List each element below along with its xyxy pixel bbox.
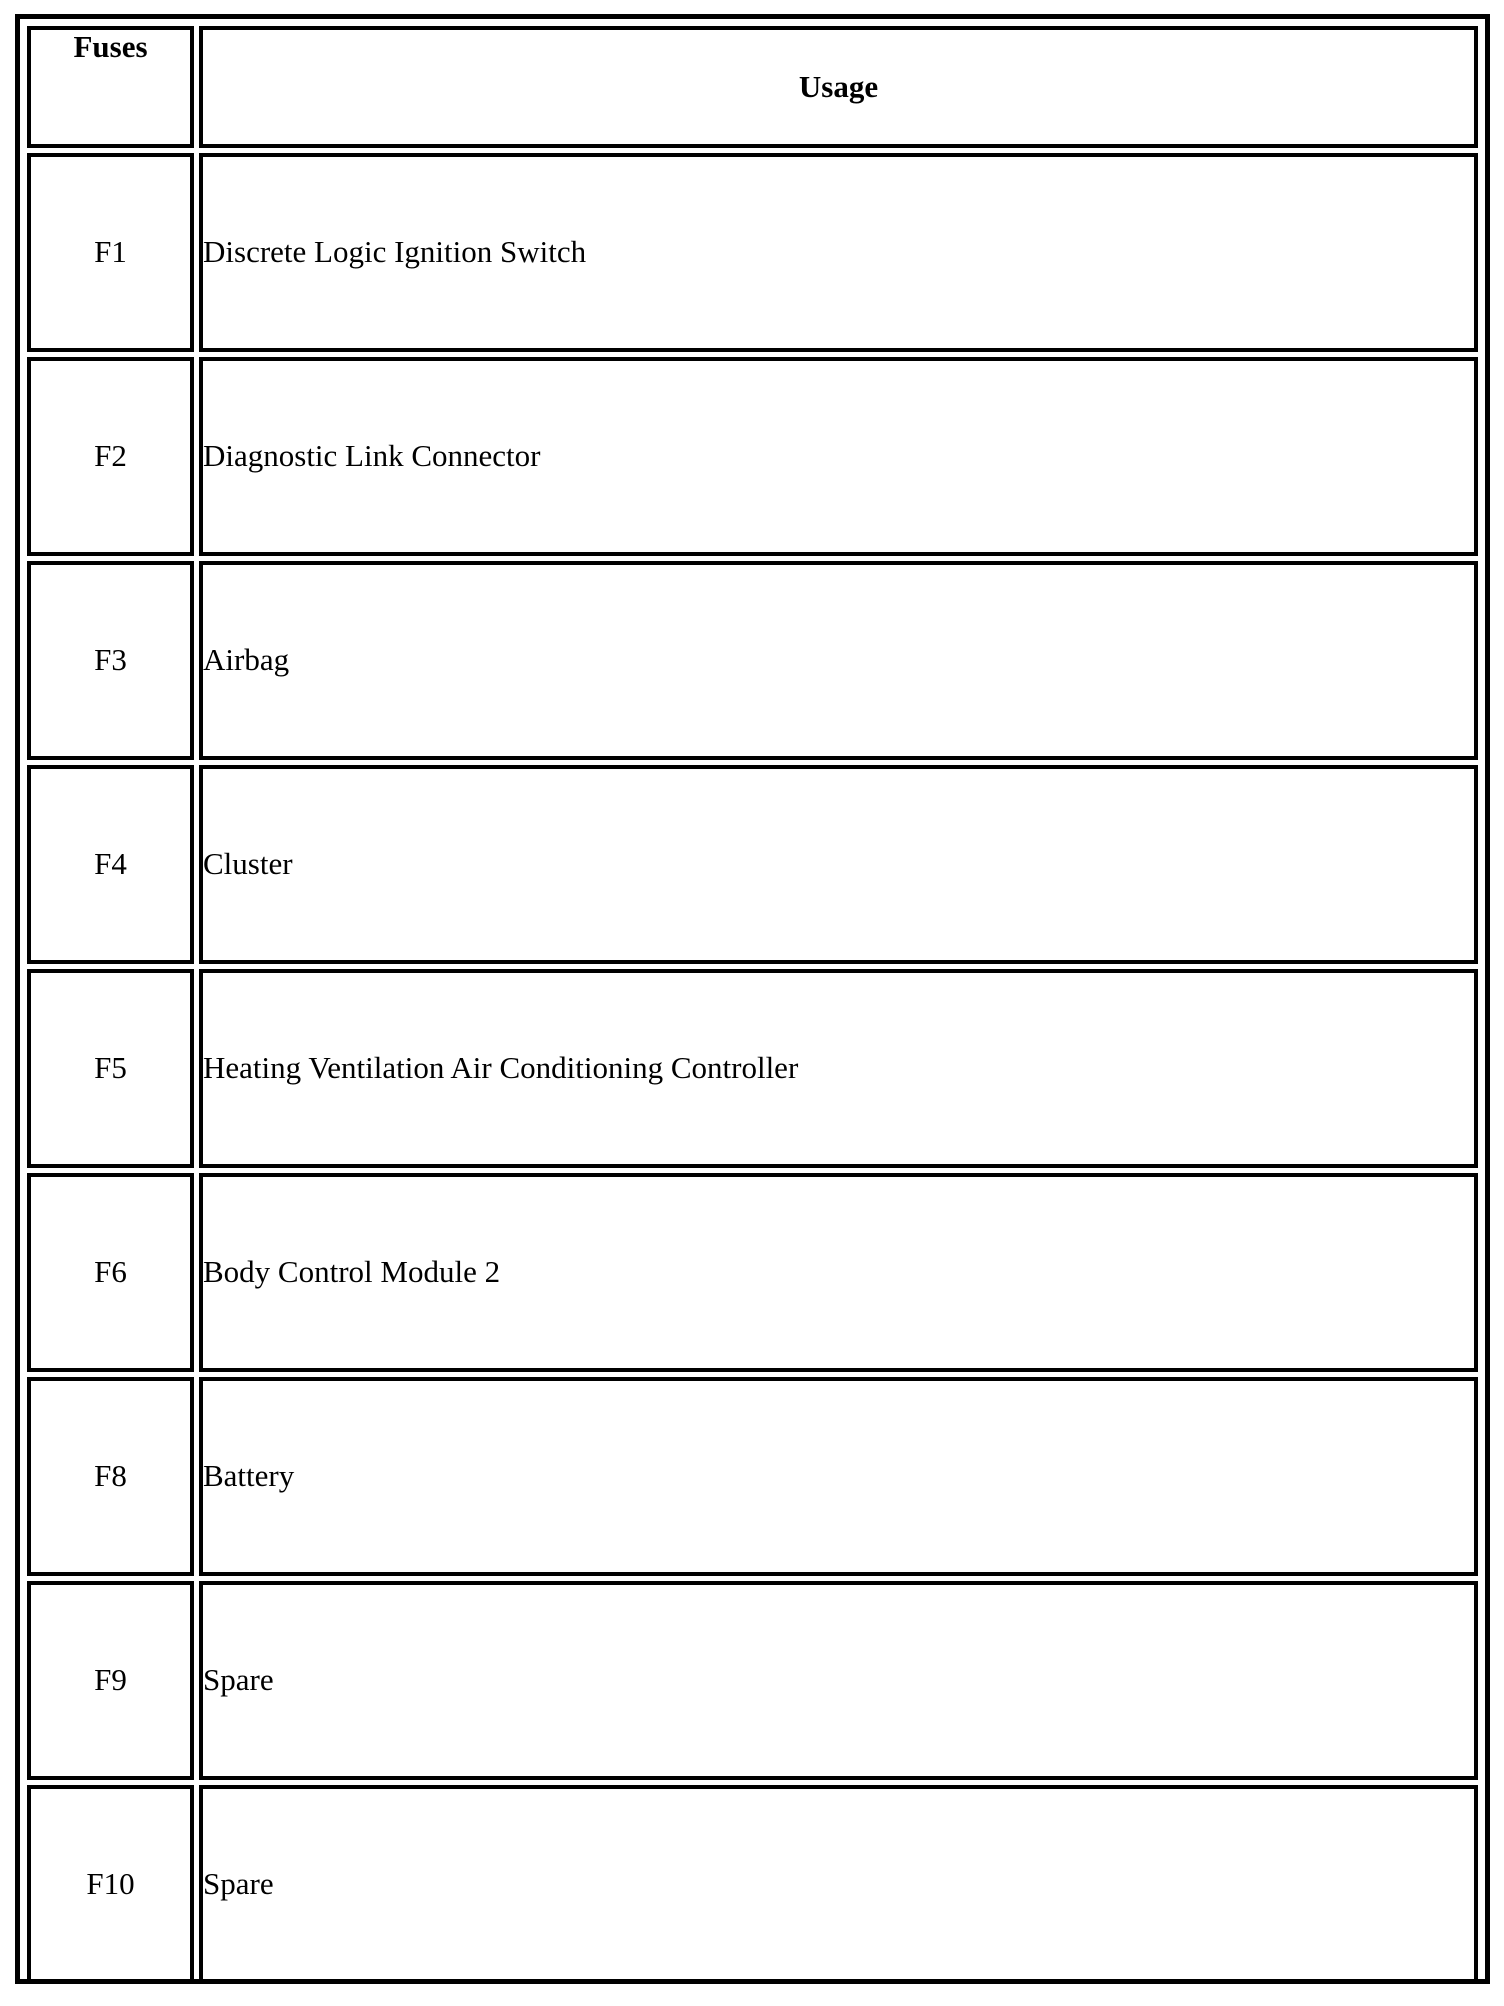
fuse-id-cell: F5 xyxy=(27,969,194,1168)
table-header-row xyxy=(27,26,1478,148)
fuse-id-cell: F9 xyxy=(27,1581,194,1780)
fuse-id-cell: F10 xyxy=(27,1785,194,1984)
table-row xyxy=(27,765,1478,964)
table-row xyxy=(27,1581,1478,1780)
fuse-id-cell: F2 xyxy=(27,357,194,556)
usage-cell: Discrete Logic Ignition Switch xyxy=(199,153,1478,352)
table-row xyxy=(27,969,1478,1168)
usage-cell: Spare xyxy=(199,1581,1478,1780)
table-row xyxy=(27,357,1478,556)
usage-cell: Cluster xyxy=(199,765,1478,964)
fuse-id-cell: F4 xyxy=(27,765,194,964)
table-row xyxy=(27,1173,1478,1372)
usage-cell: Spare xyxy=(199,1785,1478,1984)
fuse-id-cell: F8 xyxy=(27,1377,194,1576)
usage-cell: Body Control Module 2 xyxy=(199,1173,1478,1372)
table-row xyxy=(27,153,1478,352)
fuses-column-header: Fuses xyxy=(27,26,194,148)
table-row xyxy=(27,1377,1478,1576)
table-row xyxy=(27,1785,1478,1984)
fuse-id-cell: F3 xyxy=(27,561,194,760)
usage-cell: Heating Ventilation Air Conditioning Controller xyxy=(199,969,1478,1168)
fuse-id-cell: F1 xyxy=(27,153,194,352)
fuse-id-cell: F6 xyxy=(27,1173,194,1372)
usage-cell: Battery xyxy=(199,1377,1478,1576)
fuse-usage-table xyxy=(15,14,1490,1984)
fuse-table-grid xyxy=(22,21,1483,1989)
usage-cell: Airbag xyxy=(199,561,1478,760)
usage-cell: Diagnostic Link Connector xyxy=(199,357,1478,556)
usage-column-header: Usage xyxy=(199,26,1478,148)
table-row xyxy=(27,561,1478,760)
